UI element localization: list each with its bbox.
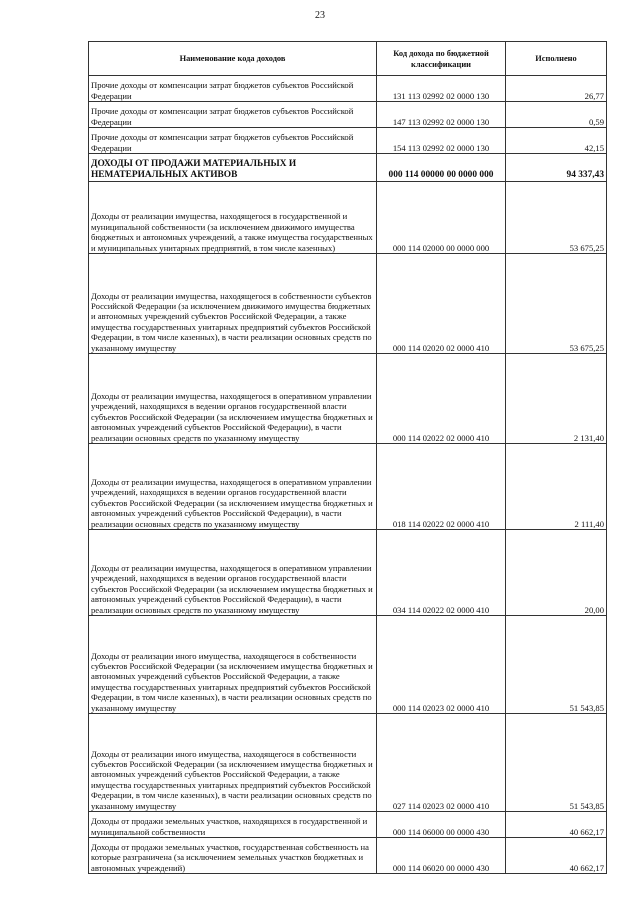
table-row (89, 76, 607, 102)
row-amount: 20,00 (506, 530, 607, 616)
row-code: 000 114 02000 00 0000 000 (377, 182, 506, 254)
row-name: Прочие доходы от компенсации затрат бюджетов субъектов Российской Федерации (89, 102, 377, 128)
table-row (89, 354, 607, 444)
row-code: 000 114 02020 02 0000 410 (377, 254, 506, 354)
table-row (89, 102, 607, 128)
row-name: Прочие доходы от компенсации затрат бюджетов субъектов Российской Федерации (89, 128, 377, 154)
revenue-table (88, 41, 607, 874)
table-row (89, 812, 607, 838)
row-amount: 40 662,17 (506, 812, 607, 838)
row-code: 034 114 02022 02 0000 410 (377, 530, 506, 616)
row-amount: 2 111,40 (506, 444, 607, 530)
row-amount: 2 131,40 (506, 354, 607, 444)
row-name: Доходы от реализации имущества, находящегося в собственности субъектов Российской Федерации (за исключением движимого имущества бюджетных и автономных учреждений субъектов Российской Федерации, а также имущества государственных унитарных предприятий субъектов Российской Федерации, в том числе казенных), в части реализации основных средств по указанному имуществу (89, 254, 377, 354)
row-amount: 40 662,17 (506, 838, 607, 874)
row-code: 000 114 06000 00 0000 430 (377, 812, 506, 838)
row-code: 131 113 02992 02 0000 130 (377, 76, 506, 102)
header-code: Код дохода по бюджетной классификации (377, 42, 506, 76)
row-name: Доходы от реализации имущества, находящегося в оперативном управлении учреждений, находящихся в ведении органов государственной власти субъектов Российской Федерации (за исключением имущества бюджетных и автономных учреждений субъектов Российской Федерации), в части реализации основных средств по указанному имуществу (89, 530, 377, 616)
row-code: 018 114 02022 02 0000 410 (377, 444, 506, 530)
page-number: 23 (315, 10, 325, 21)
header-name: Наименование кода доходов (89, 42, 377, 76)
row-name: Доходы от реализации имущества, находящегося в оперативном управлении учреждений, находящихся в ведении органов государственной власти субъектов Российской Федерации (за исключением имущества бюджетных и автономных учреждений субъектов Российской Федерации), в части реализации основных средств по указанному имуществу (89, 444, 377, 530)
table-row (89, 714, 607, 812)
row-amount: 51 543,85 (506, 714, 607, 812)
row-name: Прочие доходы от компенсации затрат бюджетов субъектов Российской Федерации (89, 76, 377, 102)
row-code: 000 114 00000 00 0000 000 (377, 154, 506, 182)
row-amount: 42,15 (506, 128, 607, 154)
row-code: 000 114 02023 02 0000 410 (377, 616, 506, 714)
row-name: Доходы от реализации имущества, находящегося в государственной и муниципальной собственности (за исключением движимого имущества бюджетных и автономных учреждений, а также имущества государственных и муниципальных унитарных предприятий, в том числе казенных) (89, 182, 377, 254)
table-row (89, 182, 607, 254)
table-row (89, 838, 607, 874)
row-name: ДОХОДЫ ОТ ПРОДАЖИ МАТЕРИАЛЬНЫХ И НЕМАТЕРИАЛЬНЫХ АКТИВОВ (89, 154, 377, 182)
row-code: 027 114 02023 02 0000 410 (377, 714, 506, 812)
row-name: Доходы от продажи земельных участков, находящихся в государственной и муниципальной собственности (89, 812, 377, 838)
row-amount: 0,59 (506, 102, 607, 128)
row-code: 000 114 06020 00 0000 430 (377, 838, 506, 874)
row-name: Доходы от реализации иного имущества, находящегося в собственности субъектов Российской Федерации (за исключением имущества бюджетных и автономных учреждений субъектов Российской Федерации, а также имущества государственных унитарных предприятий субъектов Российской Федерации, в том числе казенных), в части реализации основных средств по указанному имуществу (89, 616, 377, 714)
row-amount: 51 543,85 (506, 616, 607, 714)
row-amount: 53 675,25 (506, 254, 607, 354)
table-header-row (89, 42, 607, 76)
table-row (89, 254, 607, 354)
row-code: 147 113 02992 02 0000 130 (377, 102, 506, 128)
table-row (89, 128, 607, 154)
table-row (89, 616, 607, 714)
row-amount: 26,77 (506, 76, 607, 102)
row-name: Доходы от реализации иного имущества, находящегося в собственности субъектов Российской Федерации (за исключением имущества бюджетных и автономных учреждений субъектов Российской Федерации, а также имущества государственных унитарных предприятий субъектов Российской Федерации, в том числе казенных), в части реализации основных средств по указанному имуществу (89, 714, 377, 812)
table-row-section (89, 154, 607, 182)
row-amount: 53 675,25 (506, 182, 607, 254)
row-name: Доходы от реализации имущества, находящегося в оперативном управлении учреждений, находящихся в ведении органов государственной власти субъектов Российской Федерации (за исключением имущества бюджетных и автономных учреждений субъектов Российской Федерации), в части реализации основных средств по указанному имуществу (89, 354, 377, 444)
row-name: Доходы от продажи земельных участков, государственная собственность на которые разграничена (за исключением земельных участков бюджетных и автономных учреждений) (89, 838, 377, 874)
table-row (89, 444, 607, 530)
row-code: 000 114 02022 02 0000 410 (377, 354, 506, 444)
table-row (89, 530, 607, 616)
header-executed: Исполнено (506, 42, 607, 76)
row-code: 154 113 02992 02 0000 130 (377, 128, 506, 154)
row-amount: 94 337,43 (506, 154, 607, 182)
